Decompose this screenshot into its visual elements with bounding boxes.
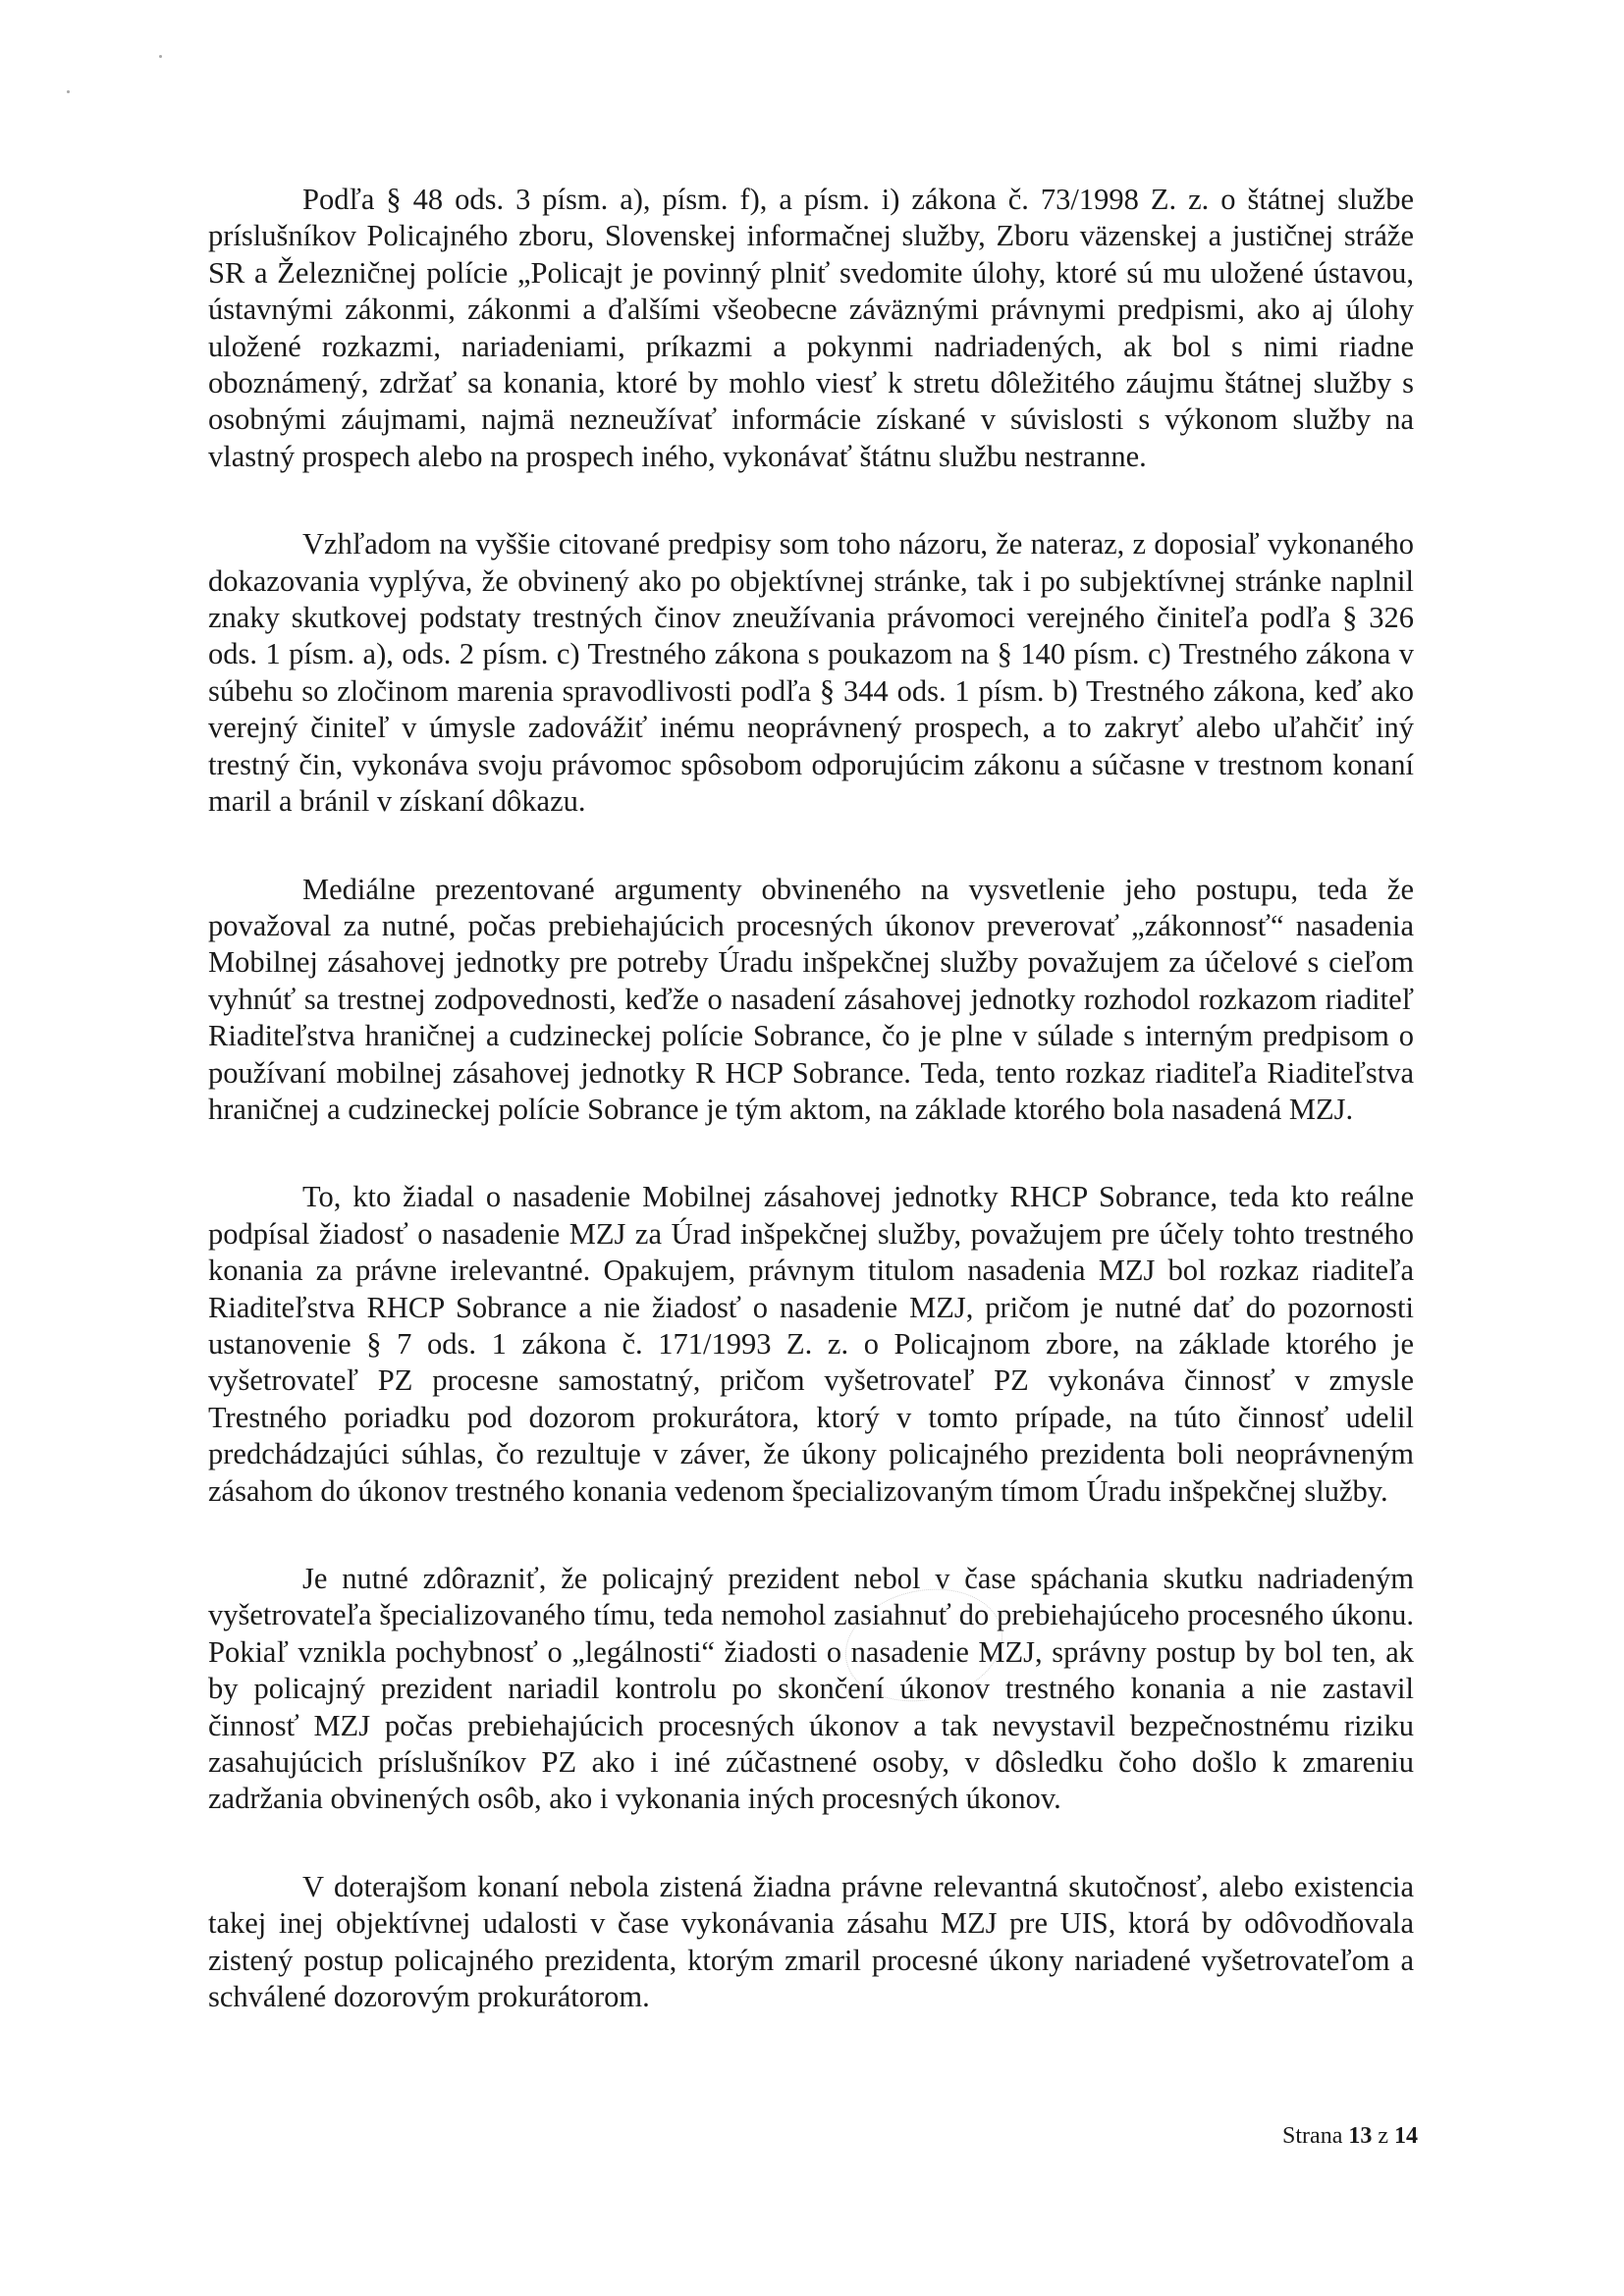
page-number-prefix: Strana xyxy=(1282,2123,1343,2149)
paragraph: V doterajšom konaní nebola zistená žiadna právne relevantná skutočnosť, alebo existencia takej inej objektívnej udalosti v čase vykonávania zásahu MZJ pre UIS, ktorá by odôvodňovala zistený postup policajného prezidenta, ktorým zmaril procesné úkony nariadené vyšetrovateľom a schválené dozorovým prokurátorom. xyxy=(208,1869,1414,2014)
page-number-separator: z xyxy=(1378,2123,1388,2149)
page-number-total: 14 xyxy=(1394,2123,1418,2149)
paragraph: To, kto žiadal o nasadenie Mobilnej zásahovej jednotky RHCP Sobrance, teda kto reálne podpísal žiadosť o nasadenie MZJ za Úrad inšpekčnej služby, považujem pre účely tohto trestného konania za právne irelevantné. Opakujem, právnym titulom nasadenia MZJ bol rozkaz riaditeľa Riaditeľstva RHCP Sobrance a nie žiadosť o nasadenie MZJ, pričom je nutné dať do pozornosti ustanovenie § 7 ods. 1 zákona č. 171/1993 Z. z. o Policajnom zbore, na základe ktorého je vyšetrovateľ PZ procesne samostatný, pričom vyšetrovateľ PZ vykonáva činnosť v zmysle Trestného poriadku pod dozorom prokurátora, ktorý v tomto prípade, na túto činnosť udelil predchádzajúci súhlas, čo rezultuje v záver, že úkony policajného prezidenta boli neoprávneným zásahom do úkonov trestného konania vedenom špecializovaným tímom Úradu inšpekčnej služby. xyxy=(208,1180,1414,1508)
paragraph: Vzhľadom na vyššie citované predpisy som toho názoru, že nateraz, z doposiaľ vykonaného dokazovania vyplýva, že obvinený ako po objektívnej stránke, tak i po subjektívnej stránke naplnil znaky skutkovej podstaty trestných činov zneužívania právomoci verejného činiteľa podľa § 326 ods. 1 písm. a), ods. 2 písm. c) Trestného zákona s poukazom na § 140 písm. c) Trestného zákona v súbehu so zločinom marenia spravodlivosti podľa § 344 ods. 1 písm. b) Trestného zákona, keď ako verejný činiteľ v úmysle zadovážiť inému neoprávnený prospech, a to zakryť alebo uľahčiť iný trestný čin, vykonáva svoju právomoc spôsobom odporujúcim zákonu a súčasne v trestnom konaní maril a bránil v získaní dôkazu. xyxy=(208,527,1414,819)
page-number xyxy=(1282,2123,1418,2150)
paragraph: Je nutné zdôrazniť, že policajný prezident nebol v čase spáchania skutku nadriadeným vyšetrovateľa špecializovaného tímu, teda nemohol zasiahnuť do prebiehajúceho procesného úkonu. Pokiaľ vznikla pochybnosť o „legálnosti“ žiadosti o nasadenie MZJ, správny postup by bol ten, ak by policajný prezident nariadil kontrolu po skončení úkonov trestného konania a nie zastavil činnosť MZJ počas prebiehajúcich procesných úkonov a tak nevystavil bezpečnostnému riziku zasahujúcich príslušníkov PZ ako i iné zúčastnené osoby, v dôsledku čoho došlo k zmareniu zadržania obvinených osôb, ako i vykonania iných procesných úkonov. xyxy=(208,1562,1414,1816)
scan-speck xyxy=(67,90,70,93)
paragraph: Podľa § 48 ods. 3 písm. a), písm. f), a písm. i) zákona č. 73/1998 Z. z. o štátnej službe príslušníkov Policajného zboru, Slovenskej informačnej služby, Zboru väzenskej a justičnej stráže SR a Železničnej polície „Policajt je povinný plniť svedomite úlohy, ktoré sú mu uložené ústavou, ústavnými zákonmi, zákonmi a ďalšími všeobecne záväznými právnymi predpismi, ako aj úlohy uložené rozkazmi, nariadeniami, príkazmi a pokynmi nadriadených, ak bol s nimi riadne oboznámený, zdržať sa konania, ktoré by mohlo viesť k stretu dôležitého záujmu štátnej služby s osobnými záujmami, najmä nezneužívať informácie získané v súvislosti s výkonom služby na vlastný prospech alebo na prospech iného, vykonávať štátnu službu nestranne. xyxy=(208,183,1414,473)
page-number-current: 13 xyxy=(1348,2123,1373,2149)
document-body xyxy=(208,182,1414,2066)
scan-speck xyxy=(159,55,162,58)
paragraph: Mediálne prezentované argumenty obvineného na vysvetlenie jeho postupu, teda že považoval za nutné, počas prebiehajúcich procesných úkonov preverovať „zákonnosť“ nasadenia Mobilnej zásahovej jednotky pre potreby Úradu inšpekčnej služby považujem za účelové s cieľom vyhnúť sa trestnej zodpovednosti, keďže o nasadení zásahovej jednotky rozhodol rozkazom riaditeľ Riaditeľstva hraničnej a cudzineckej polície Sobrance, čo je plne v súlade s interným predpisom o používaní mobilnej zásahovej jednotky R HCP Sobrance. Teda, tento rozkaz riaditeľa Riaditeľstva hraničnej a cudzineckej polície Sobrance je tým aktom, na základe ktorého bola nasadená MZJ. xyxy=(208,872,1414,1126)
